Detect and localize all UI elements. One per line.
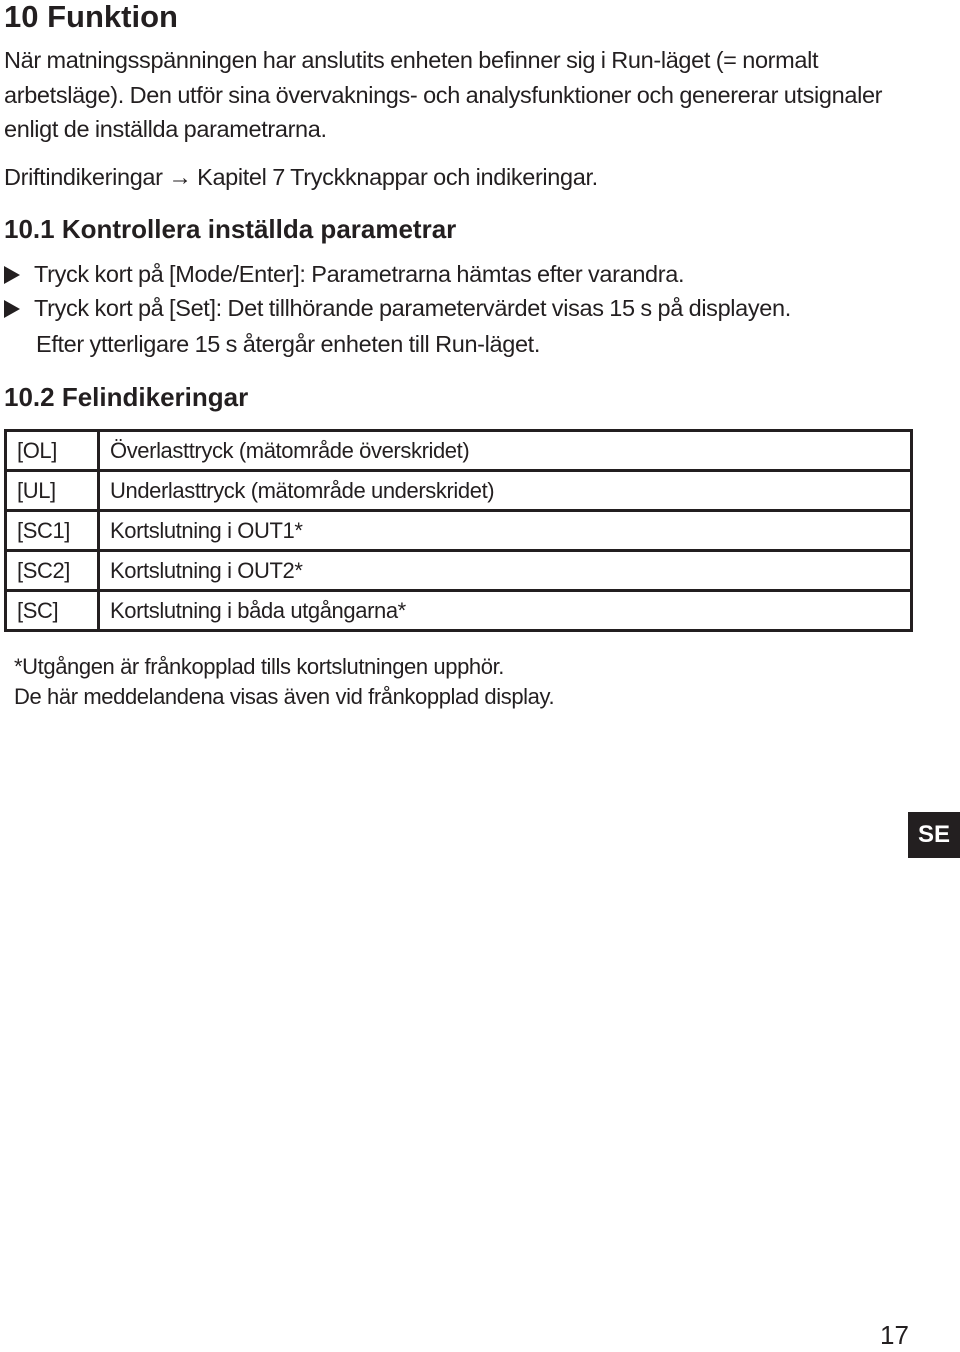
step-text: Tryck kort på [Set]: Det tillhörande parametervärdet visas 15 s på displayen. xyxy=(34,295,791,321)
error-description: Kortslutning i OUT1* xyxy=(99,511,912,551)
table-row xyxy=(6,511,912,551)
error-code: [SC2] xyxy=(6,551,99,591)
page-number: 17 xyxy=(880,1320,909,1350)
table-row xyxy=(6,471,912,511)
step-item xyxy=(4,257,684,292)
action-triangle-icon xyxy=(4,266,20,284)
intro-paragraph: När matningsspänningen har anslutits enheten befinner sig i Run-läget (= normalt arbetsläge). Den utför sina övervaknings- och analysfunktioner och genererar utsignaler enligt de inställda parametrarna. xyxy=(4,47,883,142)
error-description: Överlasttryck (mätområde överskridet) xyxy=(99,431,912,471)
table-row xyxy=(6,551,912,591)
error-code: [OL] xyxy=(6,431,99,471)
error-description: Kortslutning i båda utgångarna* xyxy=(99,591,912,631)
subsection-heading-error-indications: 10.2 Felindikeringar xyxy=(4,382,249,412)
display-note: De här meddelandena visas även vid frånkopplad display. xyxy=(14,684,555,709)
table-footnote: *Utgången är frånkopplad tills kortslutningen upphör. xyxy=(14,654,505,679)
section-heading: 10 Funktion xyxy=(4,0,178,34)
error-indication-table xyxy=(4,429,913,632)
step-item xyxy=(4,291,791,326)
table-row xyxy=(6,591,912,631)
action-triangle-icon xyxy=(4,300,20,318)
error-description: Underlasttryck (mätområde underskridet) xyxy=(99,471,912,511)
error-code: [SC] xyxy=(6,591,99,631)
step-text: Tryck kort på [Mode/Enter]: Parametrarna hämtas efter varandra. xyxy=(34,261,685,287)
table-row xyxy=(6,431,912,471)
error-code: [SC1] xyxy=(6,511,99,551)
step-continuation: Efter ytterligare 15 s återgår enheten till Run-läget. xyxy=(36,331,541,357)
error-code: [UL] xyxy=(6,471,99,511)
language-tab: SE xyxy=(908,812,960,858)
indicator-reference-paragraph: Driftindikeringar → Kapitel 7 Tryckknappar och indikeringar. xyxy=(4,164,598,190)
error-description: Kortslutning i OUT2* xyxy=(99,551,912,591)
subsection-heading-check-parameters: 10.1 Kontrollera inställda parametrar xyxy=(4,214,457,244)
